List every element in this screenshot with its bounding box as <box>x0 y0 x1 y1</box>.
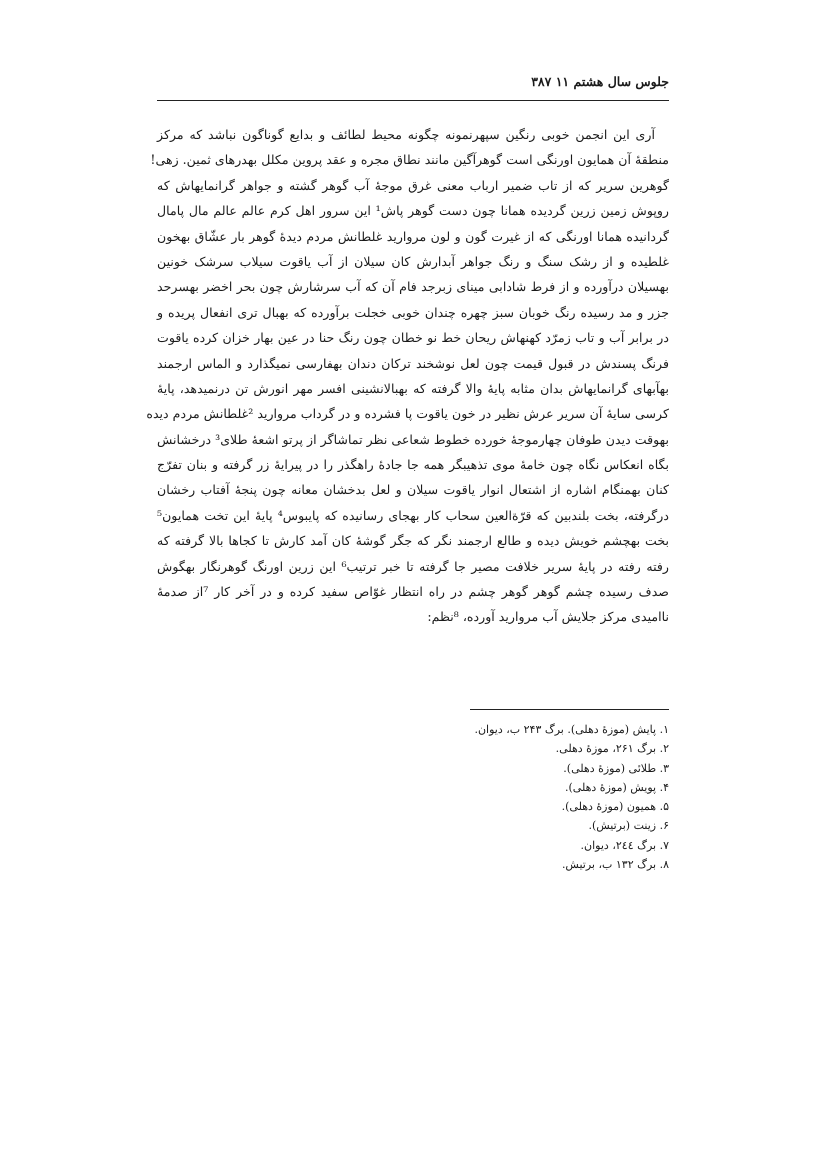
header-divider <box>157 100 669 101</box>
text-line: منطقهٔ آن همایون اورنگی است گوهرآگین مانند نطاق مجره و عقد پروین مکلل بهدرهای ثمین. زهی! <box>150 152 669 168</box>
footnote: ۲. برگ ۲۶۱، موزهٔ دهلی. <box>555 742 669 756</box>
text-line: گردانیده همانا اورنگی که از غیرت گون و لون مروارید غلطانش مردم دیدهٔ گوهر بار عشّاق بهخون <box>157 228 669 244</box>
text-line: کنان بهمنگام اشاره از اشتعال انوار یاقوت سیلان و لعل بدخشان معانه چون پنجهٔ آفتاب رخشان <box>157 482 669 498</box>
text-line: روپوش زمین زرین گردیده همانا چون دست گوهر پاش¹ این سرور اهل کرم عالم عالم مال پامال <box>157 203 669 219</box>
text-line: ناامیدی مرکز جلایش آب مروارید آورده، ⁸نظم: <box>427 609 669 625</box>
footnote: ۵. همیون (موزهٔ دهلی). <box>561 800 669 814</box>
text-line: درگرفته، بخت بلندبین که قرّةالعین سحاب کار بهجای رسانیده که پایبوس⁴ پایهٔ این تخت همایون⁵ <box>157 507 669 523</box>
text-line: صدف رسیده چشم گوهر گوهر چشم در راه انتظار غوّاص سفید کرده و در آخر کار ⁷از صدمهٔ <box>157 584 669 600</box>
text-line: در برابر آب و تاب زمرّد کهنهاش ریحان خط نو خطان چون رنگ حنا در عین بهار خزان کرده یاقوت <box>157 330 669 346</box>
text-line: بگاه انعکاس نگاه چون خامهٔ موی تذهیبگر همه جا جادهٔ راهگذر را در پیرایهٔ زر گرفته و بنان تفرّج <box>157 457 669 473</box>
footnote: ۱. پایش (موزهٔ دهلی). برگ ۲۴۳ ب، دیوان. <box>474 723 669 736</box>
text-line: غلطیده و از رشک سنگ و رنگ جواهر آبدارش کان سیلان از آب یاقوت سیلاب سرشک خونین <box>157 253 669 269</box>
text-line: گوهرین سریر که از تاب ضمیر ارباب معنی غرق موجهٔ آب گوهر گشته و جواهر گرانمایهاش که <box>157 177 669 193</box>
footnote: ۴. پویش (موزهٔ دهلی). <box>565 780 669 794</box>
footnote: ۶. زینت (برتیش). <box>588 819 669 833</box>
footnote: ۷. برگ ۲٤٤، دیوان. <box>580 838 669 852</box>
text-line: بخت بهچشم خویش دیده و طالع ارجمند نگر که جگر گوشهٔ کان آمد کارش تا کجاها بالا گرفته که <box>157 533 669 549</box>
body-paragraph <box>146 122 669 630</box>
text-line: بهوقت دیدن طوفان چهارموجهٔ خورده خطوط شعاعی نظر تماشاگر از پرتو اشعهٔ طلای³ درخشانش <box>157 431 669 447</box>
footnote: ۳. طلائی (موزهٔ دهلی). <box>563 761 669 775</box>
text-line: کرسی سایهٔ آن سریر عرش نظیر در خون یاقوت پا فشرده و در گرداب مروارید ²غلطانش مردم دیده <box>146 406 669 422</box>
footnotes <box>157 720 669 874</box>
text-line: بهآبهای گرانمایهاش بدان مثابه پایهٔ والا گرفته که بهبالانشینی افسر مهر انورش تن درنمیدهد، پایهٔ <box>157 380 669 396</box>
footnote-divider <box>470 709 669 710</box>
text-line: رفته رفته در پایهٔ سریر خلافت مصیر جا گرفته تا خبر ترتیب⁶ این زرین اورنگ گوهرنگار بهگوش <box>157 558 669 574</box>
text-line: آری این انجمن خوبی رنگین سپهرنمونه چگونه محیط لطائف و بدایع گوناگون نباشد که مرکز <box>157 127 655 142</box>
text-line: فرنگ پسندش در قبول قیمت چون لعل نوشخند ترکان دندان بهفارسی نمیگذارد و الماس ارجمند <box>157 355 669 371</box>
text-line: جزر و مد رسیده رنگ خوبان سبز چهره چندان خوبی خجلت برآورده که بهبال تری انفعال پریده و <box>157 304 669 320</box>
footnote: ۸. برگ ۱۳۲ ب، برتیش. <box>561 858 669 872</box>
running-header: جلوس سال هشتم ۱۱ ۳۸۷ <box>531 74 669 89</box>
text-line: بهسیلان درآورده و از فرط شادابی مینای زبرجد فام آن که آب سرشارش چون بحر اخضر بهسرحد <box>157 279 669 295</box>
